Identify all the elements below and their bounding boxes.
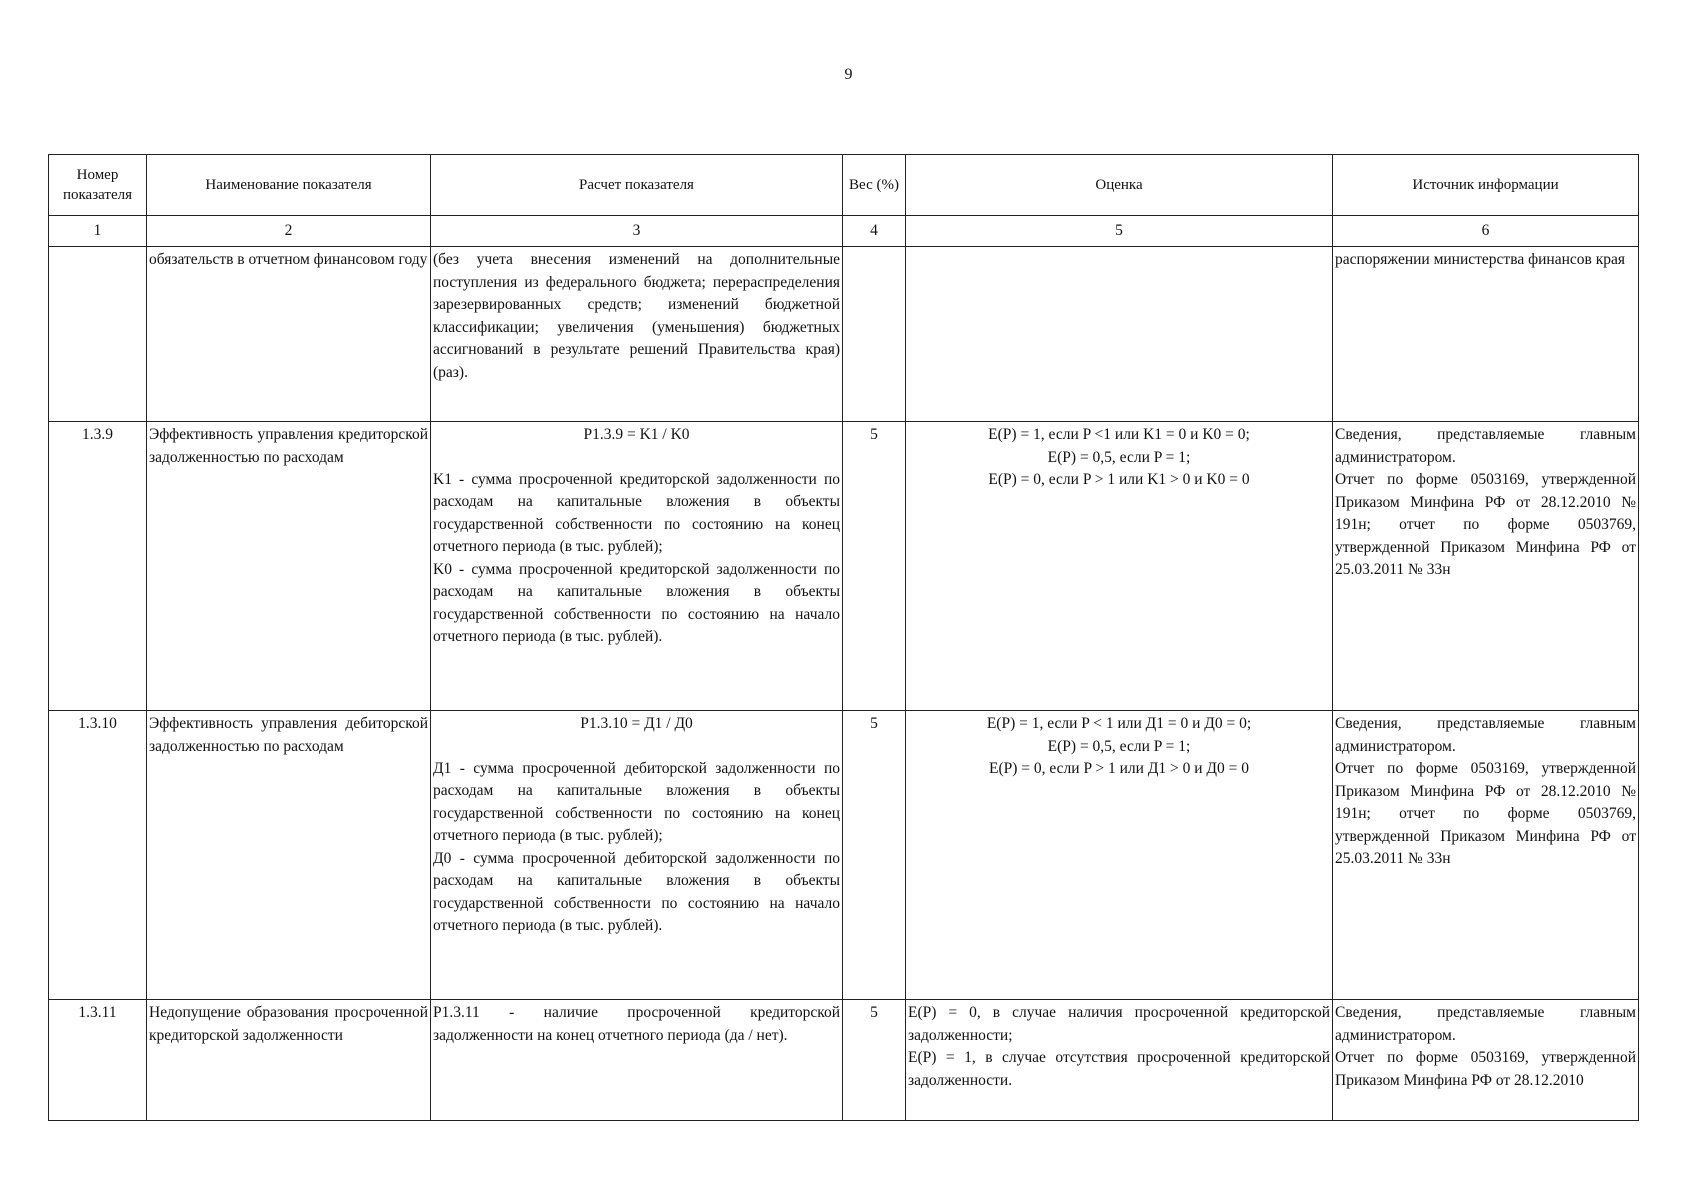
indicator-calculation [431,422,843,711]
table-row [49,711,1639,1000]
table-row [49,422,1639,711]
evaluation-line: E(P) = 0, если P > 1 или K1 > 0 и K0 = 0 [988,471,1250,488]
evaluation-line: E(P) = 0, если P > 1 или Д1 > 0 и Д0 = 0 [989,760,1249,777]
evaluation-line: E(P) = 0,5, если P = 1; [1047,737,1191,755]
indicator-evaluation [906,711,1333,1000]
indicator-calculation: P1.3.11 - наличие просроченной кредиторской задолженности на конец отчетного периода (да / нет). [431,1000,843,1121]
column-number: 3 [431,216,843,247]
header-row [49,155,1639,216]
source-line: Сведения, представляемые главным администратором. [1335,715,1636,755]
formula: P1.3.10 = Д1 / Д0 [580,715,693,732]
calc-variable-d1: Д1 - сумма просроченной дебиторской задолженности по расходам на капитальные вложения в объекты государственной собственности по состоянию на конец отчетного периода (в тыс. рублей); [433,759,840,844]
header-number: Номер показателя [49,155,147,216]
indicator-weight: 5 [843,711,906,1000]
page-number: 9 [844,66,853,83]
indicator-source [1333,422,1639,711]
header-name: Наименование показателя [147,155,431,216]
source-line: Отчет по форме 0503169, утвержденной Приказом Минфина РФ от 28.12.2010 [1335,1049,1636,1089]
indicator-source: распоряжении министерства финансов края [1333,247,1639,422]
column-number: 1 [49,216,147,247]
indicator-weight: 5 [843,422,906,711]
calc-variable-d0: Д0 - сумма просроченной дебиторской задолженности по расходам на капитальные вложения в объекты государственной собственности по состоянию на начало отчетного периода (в тыс. рублей). [433,849,840,934]
indicator-evaluation [906,1000,1333,1121]
table-row [49,1000,1639,1121]
indicator-calculation [431,711,843,1000]
column-numbers-row [49,216,1639,247]
header-weight: Вес (%) [843,155,906,216]
indicator-number: 1.3.11 [49,1000,147,1121]
header-source: Источник информации [1333,155,1639,216]
source-line: Отчет по форме 0503169, утвержденной Приказом Минфина РФ от 28.12.2010 № 191н; отчет по форме 0503769, утвержденной Приказом Минфина РФ от 25.03.2011 № 33н [1335,471,1636,578]
calc-variable-k0: K0 - сумма просроченной кредиторской задолженности по расходам на капитальные вложения в объекты государственной собственности по состоянию на начало отчетного периода (в тыс. рублей). [433,560,840,645]
source-line: Сведения, представляемые главным администратором. [1335,426,1636,466]
indicator-evaluation [906,247,1333,422]
indicator-source [1333,1000,1639,1121]
indicator-number [49,247,147,422]
indicator-number: 1.3.10 [49,711,147,1000]
indicator-name: Эффективность управления дебиторской задолженностью по расходам [147,711,431,1000]
column-number: 5 [906,216,1333,247]
evaluation-line: E(P) = 1, если P < 1 или Д1 = 0 и Д0 = 0; [986,715,1252,732]
indicator-source [1333,711,1639,1000]
indicator-name: Недопущение образования просроченной кредиторской задолженности [147,1000,431,1121]
header-calculation: Расчет показателя [431,155,843,216]
indicator-name: обязательств в отчетном финансовом году [147,247,431,422]
evaluation-line: E(P) = 0, в случае наличия просроченной кредиторской задолженности; [908,1004,1330,1044]
indicator-number: 1.3.9 [49,422,147,711]
column-number: 4 [843,216,906,247]
header-evaluation: Оценка [906,155,1333,216]
indicator-weight: 5 [843,1000,906,1121]
indicators-table [48,154,1639,1121]
column-number: 6 [1333,216,1639,247]
evaluation-line: E(P) = 0,5, если P = 1; [1047,448,1191,466]
evaluation-line: E(P) = 1, в случае отсутствия просроченной кредиторской задолженности. [908,1049,1330,1089]
formula: P1.3.9 = K1 / K0 [583,426,690,443]
column-number: 2 [147,216,431,247]
indicator-name: Эффективность управления кредиторской задолженностью по расходам [147,422,431,711]
table-row [49,247,1639,422]
source-line: Отчет по форме 0503169, утвержденной Приказом Минфина РФ от 28.12.2010 № 191н; отчет по форме 0503769, утвержденной Приказом Минфина РФ от 25.03.2011 № 33н [1335,760,1636,867]
indicator-weight [843,247,906,422]
evaluation-line: E(P) = 1, если P <1 или K1 = 0 и K0 = 0; [988,426,1250,443]
source-line: Сведения, представляемые главным администратором. [1335,1004,1636,1044]
calc-variable-k1: K1 - сумма просроченной кредиторской задолженности по расходам на капитальные вложения в объекты государственной собственности по состоянию на конец отчетного периода (в тыс. рублей); [433,470,840,555]
indicator-calculation: (без учета внесения изменений на дополнительные поступления из федерального бюджета; перераспределения зарезервированных средств; изменений бюджетной классификации; увеличения (уменьшения) бюджетных ассигнований в результате решений Правительства края) (раз). [431,247,843,422]
indicator-evaluation [906,422,1333,711]
